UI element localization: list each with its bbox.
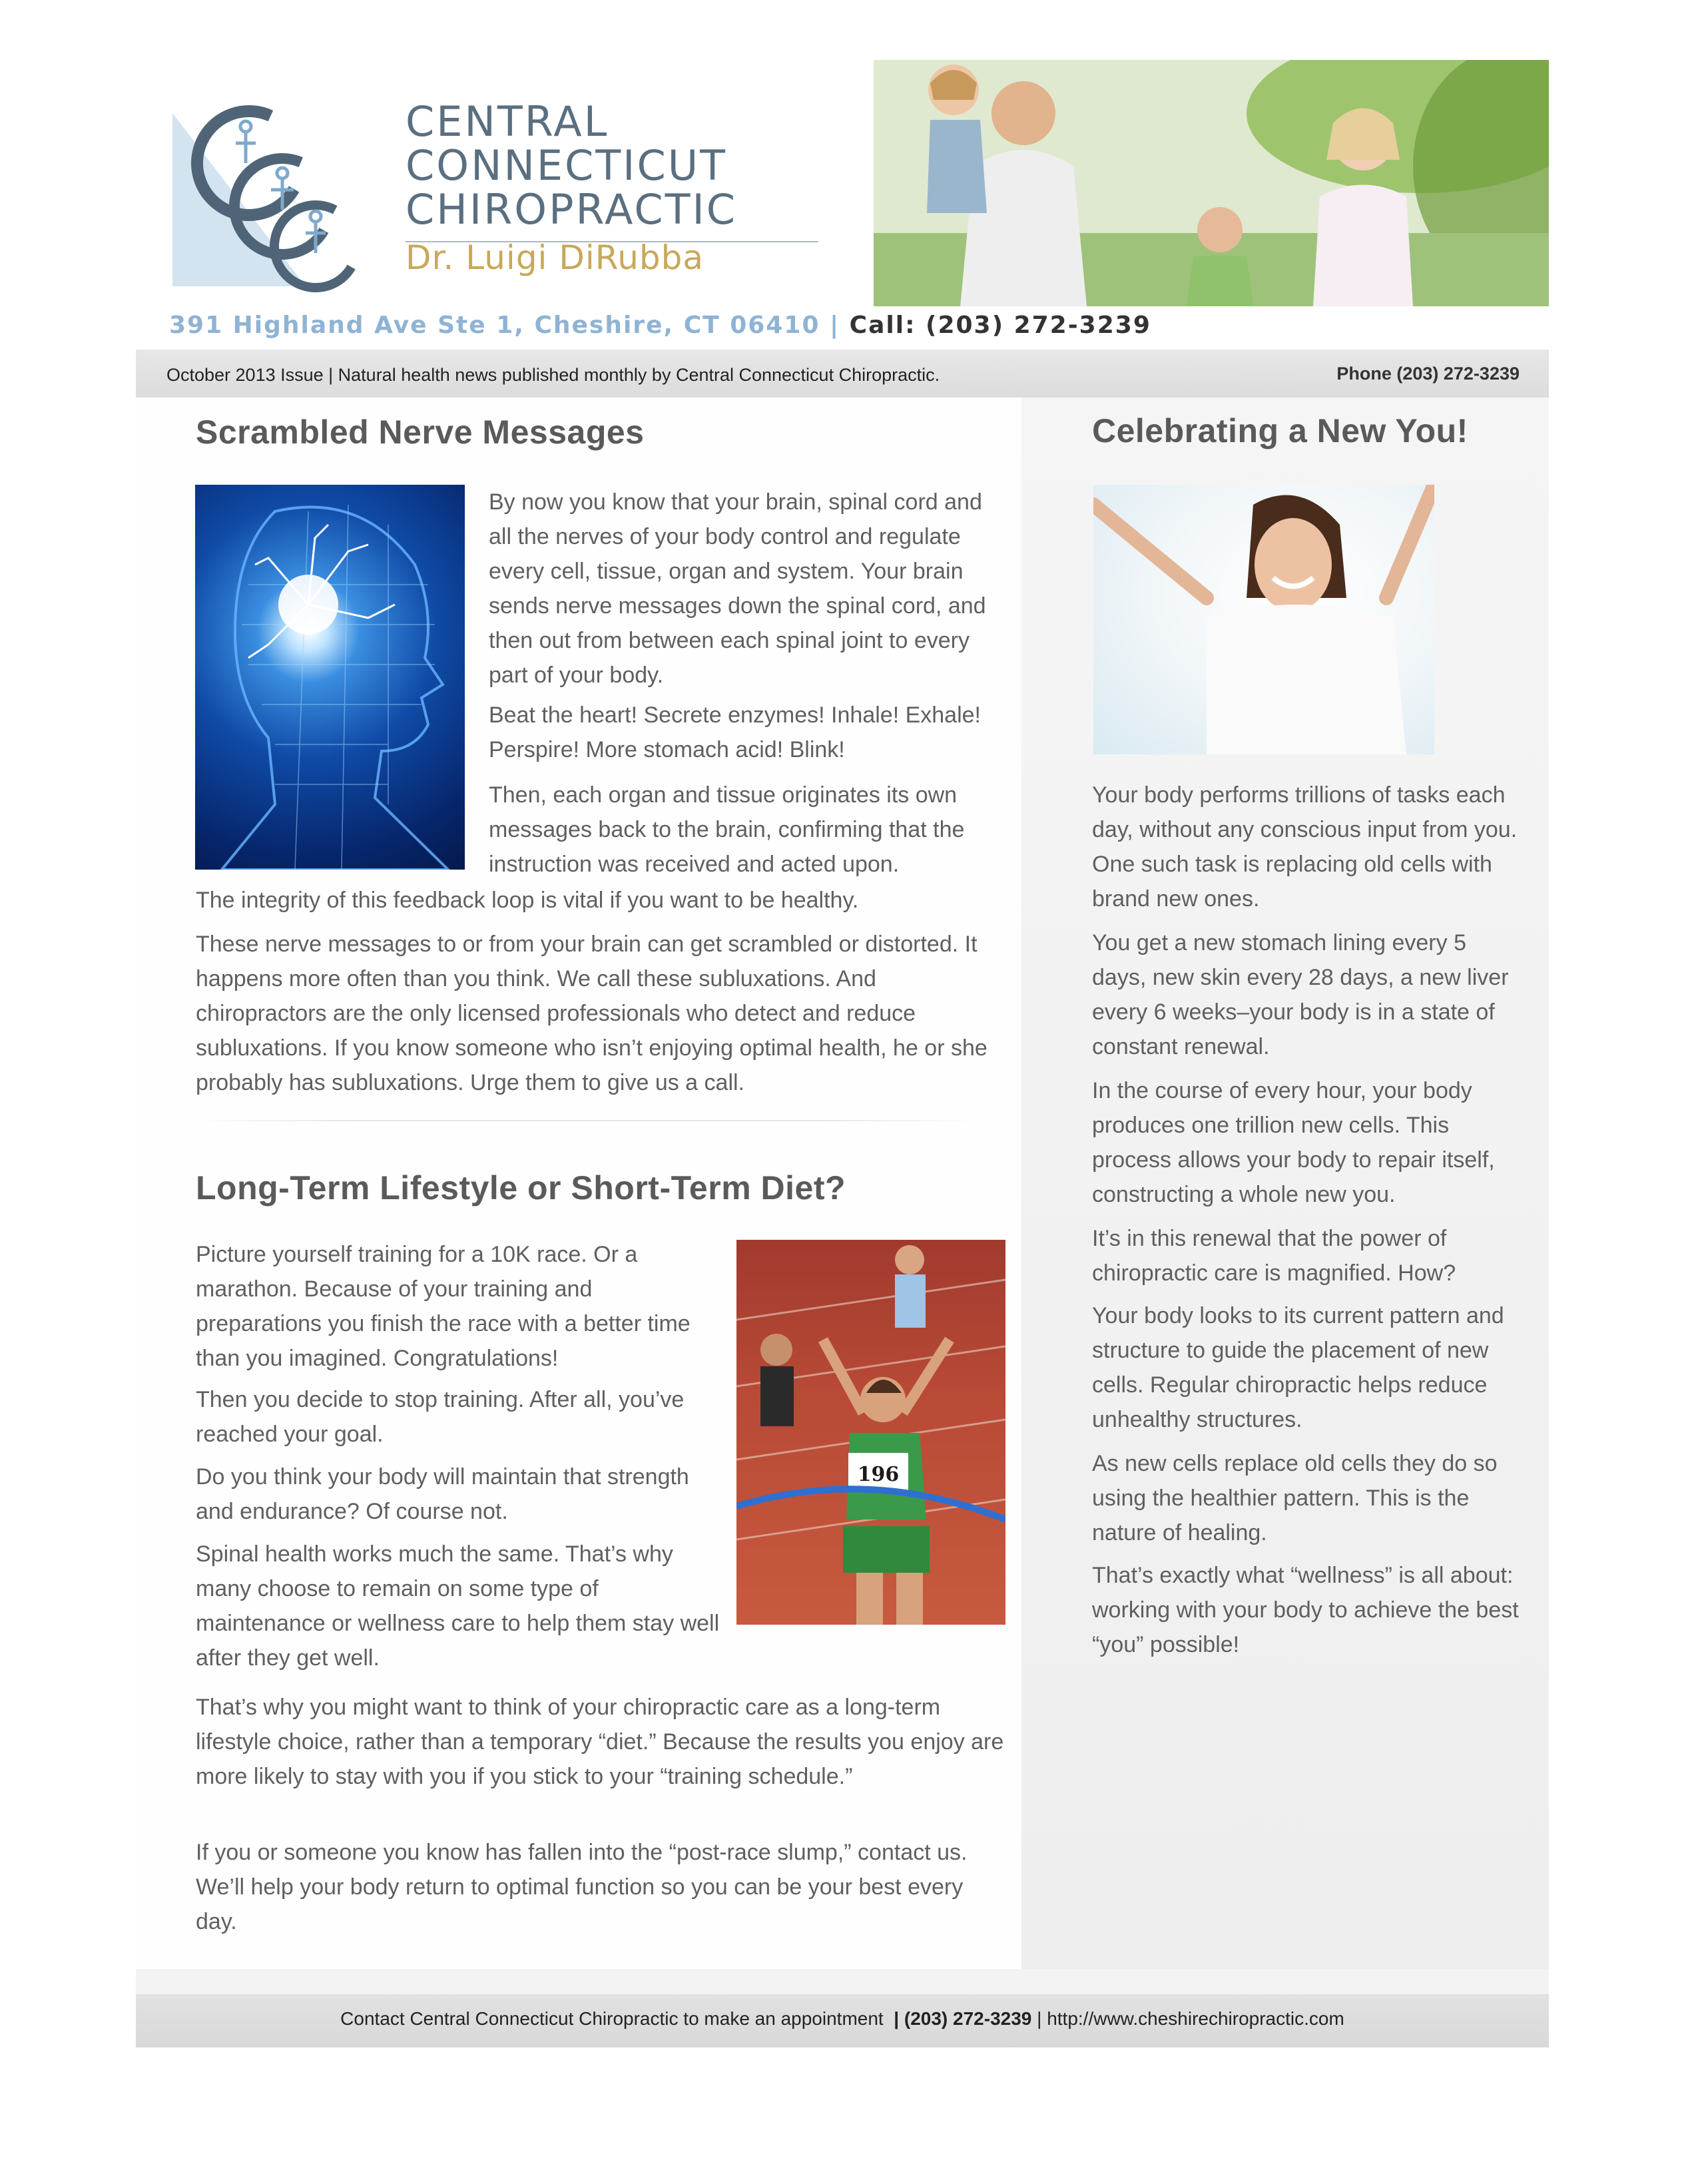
brand-line-3: CHIROPRACTIC [406,185,738,234]
article2-paragraph-5: That’s why you might want to think of your chiropractic care as a long-term lifestyle choice, rather than a temporary “diet.” Because the results you enjoy are more likely to stay with you if you stick to your “training schedule.” [196,1695,1004,1789]
brand-line-2: CONNECTICUT [406,141,728,190]
article2-paragraph-4: Spinal health works much the same. That’s why many choose to remain on some type of maintenance or wellness care to help them stay well after they get well. [196,1541,720,1671]
brain-image [195,485,465,870]
article1-paragraph-5: These nerve messages to or from your brain can get scrambled or distorted. It happens more often than you think. We call these subluxations. And chiropractors are the only licensed professionals who detect and reduce subluxations. If you know someone who isn’t enjoying optimal health, he or she probably has subluxations. Urge them to give us a call. [196,932,988,1095]
sidebar-paragraph-2: You get a new stomach lining every 5 days, new skin every 28 days, a new liver every 6 weeks–your body is in a state of constant renewal. [1092,930,1509,1059]
article-title-scrambled-nerve: Scrambled Nerve Messages [196,413,645,451]
article2-paragraph-6: If you or someone you know has fallen into the “post-race slump,” contact us. We’ll help your body return to optimal function so you can be your best every day. [196,1840,968,1934]
masthead [136,60,1549,306]
footer-website-link[interactable]: | http://www.cheshirechiropractic.com [1037,2008,1344,2029]
article1-paragraph-1: By now you know that your brain, spinal cord and all the nerves of your body control and regulate every cell, tissue, organ and system. Your brain sends nerve messages down the spinal cord, and then out from between each spinal joint to every part of your body. [489,489,986,688]
article-title-long-term-lifestyle: Long-Term Lifestyle or Short-Term Diet? [196,1169,846,1207]
article2-paragraph-1: Picture yourself training for a 10K race. Or a marathon. Because of your training and preparations you finish the race with a better time than you imagined. Congratulations! [196,1242,691,1371]
footer-contact-text: Contact Central Connecticut Chiropractic to make an appointment [340,2008,884,2029]
issue-phone[interactable]: Phone (203) 272-3239 [1336,364,1520,384]
sidebar-paragraph-7: That’s exactly what “wellness” is all about: working with your body to achieve the best “you” possible! [1092,1563,1519,1657]
sidebar-paragraph-3: In the course of every hour, your body produces one trillion new cells. This process allows your body to repair itself, constructing a whole new you. [1092,1078,1495,1207]
sidebar-paragraph-1: Your body performs trillions of tasks each day, without any conscious input from you. One such task is replacing old cells with brand new ones. [1092,782,1518,912]
brand-name [406,97,832,234]
sidebar-paragraph-4: It’s in this renewal that the power of chiropractic care is magnified. How? [1092,1226,1456,1286]
issue-info: October 2013 Issue | Natural health news published monthly by Central Connecticut Chiropractic. [166,365,940,385]
article1-paragraph-3: Then, each organ and tissue originates its own messages back to the brain, confirming that the instruction was received and acted upon. [489,782,965,877]
footer-phone[interactable]: | (203) 272-3239 [894,2008,1032,2029]
bib-number: 196 [857,1463,900,1486]
sidebar-paragraph-5: Your body looks to its current pattern and structure to guide the placement of new cells. Regular chiropractic helps reduce unhealthy structures. [1092,1303,1504,1432]
race-finish-image [736,1240,1005,1625]
address-line [169,312,1151,339]
newsletter-page [136,60,1549,2048]
article1-paragraph-4: The integrity of this feedback loop is vital if you want to be healthy. [196,888,859,913]
call-number[interactable]: Call: (203) 272-3239 [849,312,1151,339]
brand-line-1: CENTRAL [406,97,609,146]
celebrating-woman-image [1093,485,1434,754]
article1-paragraph-2: Beat the heart! Secrete enzymes! Inhale! Exhale! Perspire! More stomach acid! Blink! [489,702,981,762]
family-photo [874,60,1549,306]
sidebar-paragraph-6: As new cells replace old cells they do so using the healthier pattern. This is the nature of healing. [1092,1451,1498,1545]
article2-paragraph-3: Do you think your body will maintain that strength and endurance? Of course not. [196,1464,689,1524]
family-illustration [874,60,1549,306]
article2-paragraph-2: Then you decide to stop training. After all, you’ve reached your goal. [196,1387,685,1447]
woman-illustration [1093,485,1434,754]
runner-illustration [736,1240,1005,1625]
doctor-name: Dr. Luigi DiRubba [406,238,705,277]
brain-illustration [195,485,465,870]
footer-contact [136,2008,1549,2030]
street-address: 391 Highland Ave Ste 1, Cheshire, CT 06410 | [169,312,840,339]
section-divider [196,1120,975,1121]
chiropractic-logo-icon [172,100,392,300]
sidebar-title: Celebrating a New You! [1092,412,1468,449]
